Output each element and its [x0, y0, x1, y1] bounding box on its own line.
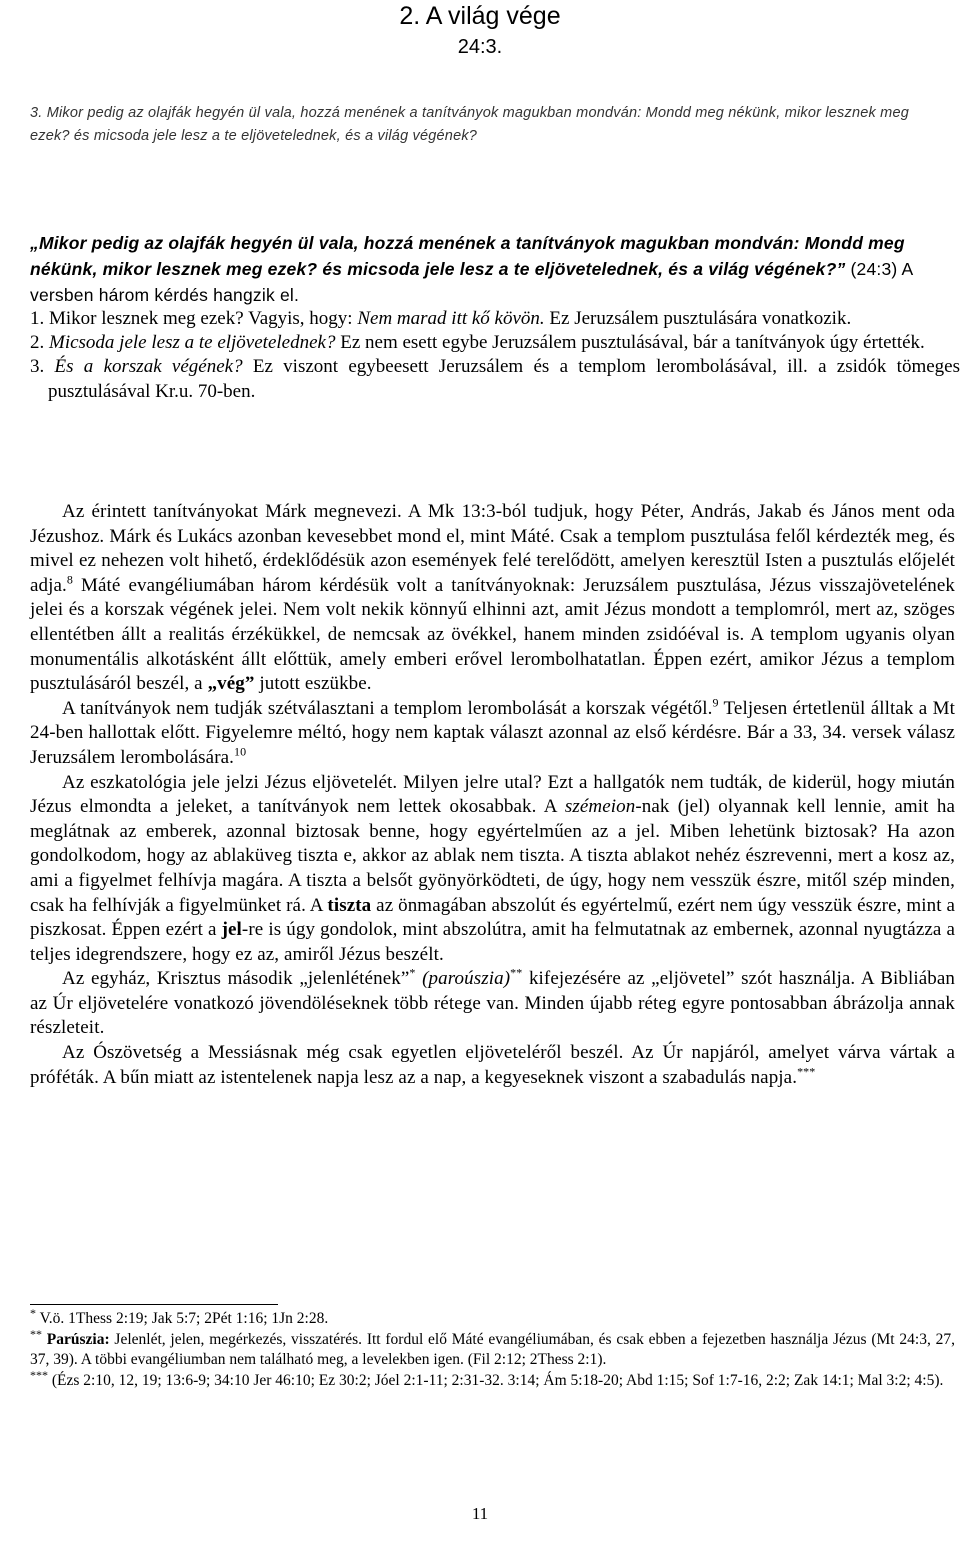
text-run: A tanítványok nem tudják szétválasztani a templom lerombolását a korszak végétől. — [62, 697, 713, 719]
footnote-text: Jelenlét, jelen, megérkezés, visszatérés. Itt fordul elő Máté evangéliumában, és csak ebben a fejezetben használja Jézus (Mt 24:3, 27, 37, 39). A többi evangéliumban nem található meg, a levelekben igen. (Fil 2:12; 2Thess 2:1). — [30, 1330, 955, 1368]
footnotes — [30, 1305, 955, 1391]
scripture-quote: 3. Mikor pedig az olajfák hegyén ül vala, hozzá menének a tanítványok magukban mondván: Mondd meg nékünk, mikor lesznek meg ezek? és micsoda jele lesz a te eljövetelednek, és a világ végének? — [30, 105, 909, 144]
footnote-ref: * — [409, 965, 416, 980]
italic-term: (paroúszia) — [415, 968, 511, 990]
paragraph — [30, 500, 955, 697]
chapter-title: 2. A világ vége — [399, 2, 561, 30]
list-item-italic: És a korszak végének? — [54, 356, 243, 378]
bold-quote-tail: (24:3) A versben három kérdés hangzik el. — [30, 259, 913, 305]
text-run: Az Ószövetség a Messiásnak még csak egyetlen eljöveteléről beszél. Az Úr napjáról, amelyet várva vártak a próféták. A bűn miatt az istentelenek napja lesz az a nap, a kegyeseknek viszont a szabadulás napja. — [30, 1042, 955, 1088]
list-item-mid: Vagyis, hogy: — [243, 308, 358, 329]
footnote-ref: *** — [797, 1064, 816, 1079]
list-item-number: 2. — [30, 332, 45, 354]
list-item-italic: Nem marad itt kő kövön. — [357, 308, 545, 329]
list-item — [30, 355, 960, 403]
text-run: -re is úgy gondolok, mint abszolútra, amit ha felmutatnak az embernek, azonnal nyugtázza a teljes idegrendszere, hogy ez az, amiről Jézus beszélt. — [30, 919, 955, 965]
list-item-lead: Mikor lesznek meg ezek? — [49, 308, 244, 329]
text-run: kifejezésére az „eljövetel” szót használja. A Bibliában az Úr eljövetelére vonatkozó jövendöléseknek több rétege van. Minden újabb réteg egyre pontosabban ábrázolja annak részleteit. — [30, 968, 955, 1039]
italic-term: szémeion — [564, 796, 636, 818]
paragraph — [30, 1041, 955, 1090]
text-run: az önmagában abszolút és egyértelmű, ezért nem úgy vesszük észre, mint a piszkosat. Éppen ezért a — [30, 894, 955, 941]
footnote-text: (Ézs 2:10, 12, 19; 13:6-9; 34:10 Jer 46:10; Ez 30:2; Jóel 2:1-11; 2:31-32. 3:14; Ám 5:18-20; Abd 1:15; Sof 1:7-16, 2:2; Zak 14:1; Mal 3:2; 4:5). — [48, 1371, 944, 1389]
text-run: Az érintett tanítványokat Márk megnevezi. A Mk 13:3-ból tudjuk, hogy Péter, András, Jakab és János ment oda Jézushoz. Márk és Lukács azonban kevesebbet mond el, mint Máté. Csak a templom pusztulása felől kérdezték meg, és mivel ez nehezen volt hihető, érdeklődésük azon események felé terelődött, amelyen keresztül Isten a pusztulás előjelét adja. — [30, 501, 955, 596]
text-run: Az eszkatológia jele jelzi Jézus eljövetelét. Milyen jelre utal? Ezt a hallgatók nem tudták, de kiderül, hogy miután Jézus elmondta a jeleket, a tanítványok nem lettek okosabbak. A — [30, 771, 955, 818]
body-text — [30, 500, 955, 1090]
footnote-ref: 9 — [712, 695, 719, 710]
footnote-mark: ** — [30, 1326, 42, 1341]
page-number: 11 — [471, 1504, 489, 1523]
list-item — [30, 331, 960, 355]
list-item-rest: Ez nem esett egybe Jeruzsálem pusztulásával, bár a tanítványok úgy értették. — [335, 332, 925, 354]
text-run: -nak (jel) olyannak kell lennie, amit ha meglátnak az emberek, azonnal biztosak benne, hogy egyértelműen az a jel. Miben lehetünk biztosak? Ha azon gondolkodom, hogy az ablaküveg tiszta e, akkor az ablak nem tiszta. A tiszta ablakot nehéz észrevenni, mert a kosz az, ami a figyelmet felhívja magára. A tiszta a belsőt gyönyörködteti, de úgy, hogy nem vesszük észre, mitől szép minden, csak ha felhívják a figyelmünket rá. A — [30, 796, 955, 916]
text-run: Máté evangéliumában három kérdésük volt a tanítványoknak: Jeruzsálem pusztulása, Jézus visszajövetelének jelei és a korszak végének jelei. Nem volt nekik könnyű elhinni azt, amit Jézus mondott a templomról, mert az, szöges ellentétben állt a realitás érzékükkel, de nemcsak az övékkel, hanem minden zsidóéval is. A templom ugyanis olyan monumentális alkotásként állt előttük, amely emberi erővel lerombolhatatlan. Éppen ezért, amikor Jézus a templom pusztulásáról beszél, a — [30, 574, 955, 695]
footnote-text: V.ö. 1Thess 2:19; Jak 5:7; 2Pét 1:16; 1Jn 2:28. — [36, 1310, 329, 1327]
footnote — [30, 1326, 955, 1371]
list-item-rest: Ez viszont egybeesett Jeruzsálem és a templom lerombolásával, ill. a zsidók tömeges pusztulásával Kr.u. 70-ben. — [48, 356, 960, 402]
footnote-mark: *** — [30, 1367, 48, 1382]
paragraph — [30, 967, 955, 1041]
footnote-separator — [30, 1304, 278, 1305]
list-item — [30, 307, 960, 331]
chapter-reference: 24:3. — [457, 36, 503, 58]
bold-term: tiszta — [327, 894, 372, 916]
footnote-ref: 8 — [66, 572, 74, 587]
bold-term: jel — [221, 919, 242, 941]
list-item-italic: Micsoda jele lesz a te eljövetelednek? — [49, 332, 336, 354]
footnote-term: Parúszia: — [42, 1330, 110, 1348]
footnote — [30, 1367, 955, 1392]
bold-quote-text: „Mikor pedig az olajfák hegyén ül vala, hozzá menének a tanítványok magukban mondván: Mondd meg nékünk, mikor lesznek meg ezek? és micsoda jele lesz a te eljövetelednek, és a világ végének?” — [30, 233, 905, 279]
footnote-mark: * — [30, 1305, 36, 1320]
paragraph — [30, 771, 955, 968]
text-run: jutott eszükbe. — [254, 673, 372, 695]
footnote-ref: 10 — [234, 744, 247, 759]
bold-scripture-quote — [30, 230, 960, 308]
list-item-rest: Ez Jeruzsálem pusztulására vonatkozik. — [544, 308, 852, 329]
paragraph — [30, 697, 955, 771]
question-list — [30, 307, 960, 404]
footnote — [30, 1305, 955, 1330]
bold-term: „vég” — [207, 673, 255, 695]
text-run: Teljesen értetlenül álltak a Mt 24-ben hallottak előtt. Figyelemre méltó, hogy nem kaptak választ azonnal az első kérdésre. Bár a 33, 34. versek válasz Jeruzsálem lerombolására. — [30, 697, 955, 768]
footnote-ref: ** — [510, 965, 523, 980]
text-run: Az egyház, Krisztus második „jelenlétének” — [62, 968, 410, 990]
list-item-number: 3. — [30, 356, 45, 378]
list-item-number: 1. — [30, 308, 45, 329]
